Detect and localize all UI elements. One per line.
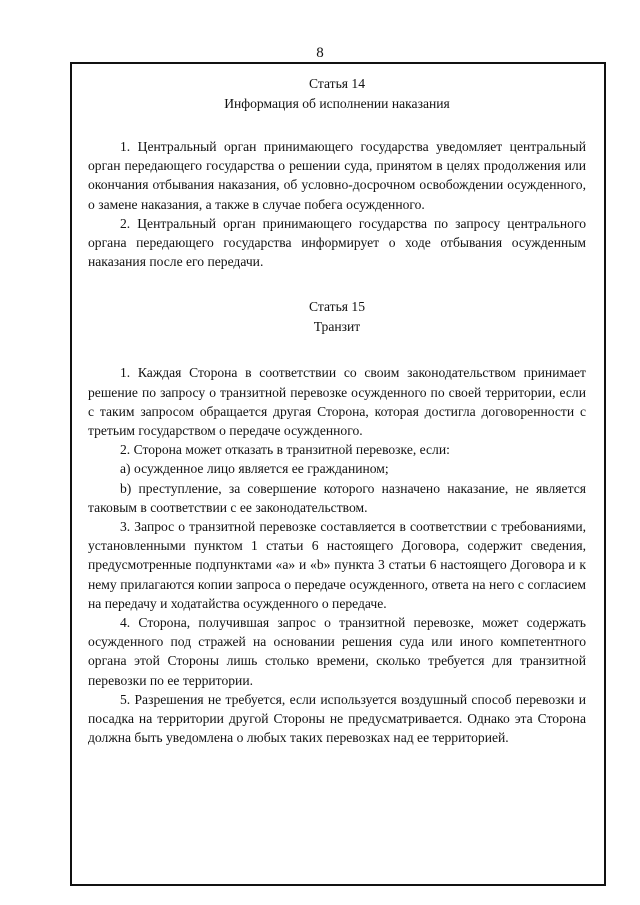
article-15 (88, 297, 586, 747)
article-15-paragraph-2: 2. Сторона может отказать в транзитной перевозке, если: (120, 442, 450, 458)
article-15-subitem-a: a) осужденное лицо является ее гражданином; (120, 461, 389, 477)
article-15-subitem-b: b) преступление, за совершение которого назначено наказание, не является таковым в соответствии с ее законодательством. (88, 480, 586, 515)
article-14 (88, 74, 586, 271)
page-number: 8 (316, 45, 324, 61)
article-14-title: Информация об исполнении наказания (224, 96, 450, 111)
article-15-paragraph-4: 4. Сторона, получившая запрос о транзитной перевозке, может содержать осужденного под стражей на основании решения суда или иного компетентного органа этой Стороны лишь столько времени, сколько требуется для транзитной перевозки по ее территории. (88, 615, 586, 688)
article-15-title: Транзит (313, 319, 361, 335)
document-body (88, 74, 586, 747)
article-14-number: Статья 14 (308, 76, 366, 91)
article-15-number: Статья 15 (308, 299, 366, 315)
article-15-paragraph-5: 5. Разрешения не требуется, если используется воздушный способ перевозки и посадка на территории другой Стороны не предусматривается. Однако эта Сторона должна быть уведомлена о любых таких перевозках над ее территорией. (88, 691, 586, 746)
article-15-paragraph-1: 1. Каждая Сторона в соответствии со своим законодательством принимает решение по запросу о транзитной перевозке осужденного по своей территории, если с таким запросом обращается другая Сторона, которая достигла договоренности с третьим государством о передаче осужденного. (88, 365, 586, 439)
article-14-paragraph-2: 2. Центральный орган принимающего государства по запросу центрального органа передающего государства информирует о ходе отбывания осужденным наказания после его передачи. (88, 215, 586, 270)
article-14-paragraph-1: 1. Центральный орган принимающего государства уведомляет центральный орган передающего государства о решении суда, принятом в целях продолжения или окончания отбывания наказания, об условно-досрочном освобождении осужденного, о замене наказания, а также в случае побега осужденного. (88, 139, 586, 212)
article-15-paragraph-3: 3. Запрос о транзитной перевозке составляется в соответствии с требованиями, установленными пунктом 1 статьи 6 настоящего Договора, содержит сведения, предусмотренные подпунктами «a» и «b» пункта 3 статьи 6 настоящего Договора и к нему прилагаются копии запроса о передаче осужденного, ответа на него с согласием на передачу и ходатайства осужденного о передаче. (88, 519, 586, 611)
